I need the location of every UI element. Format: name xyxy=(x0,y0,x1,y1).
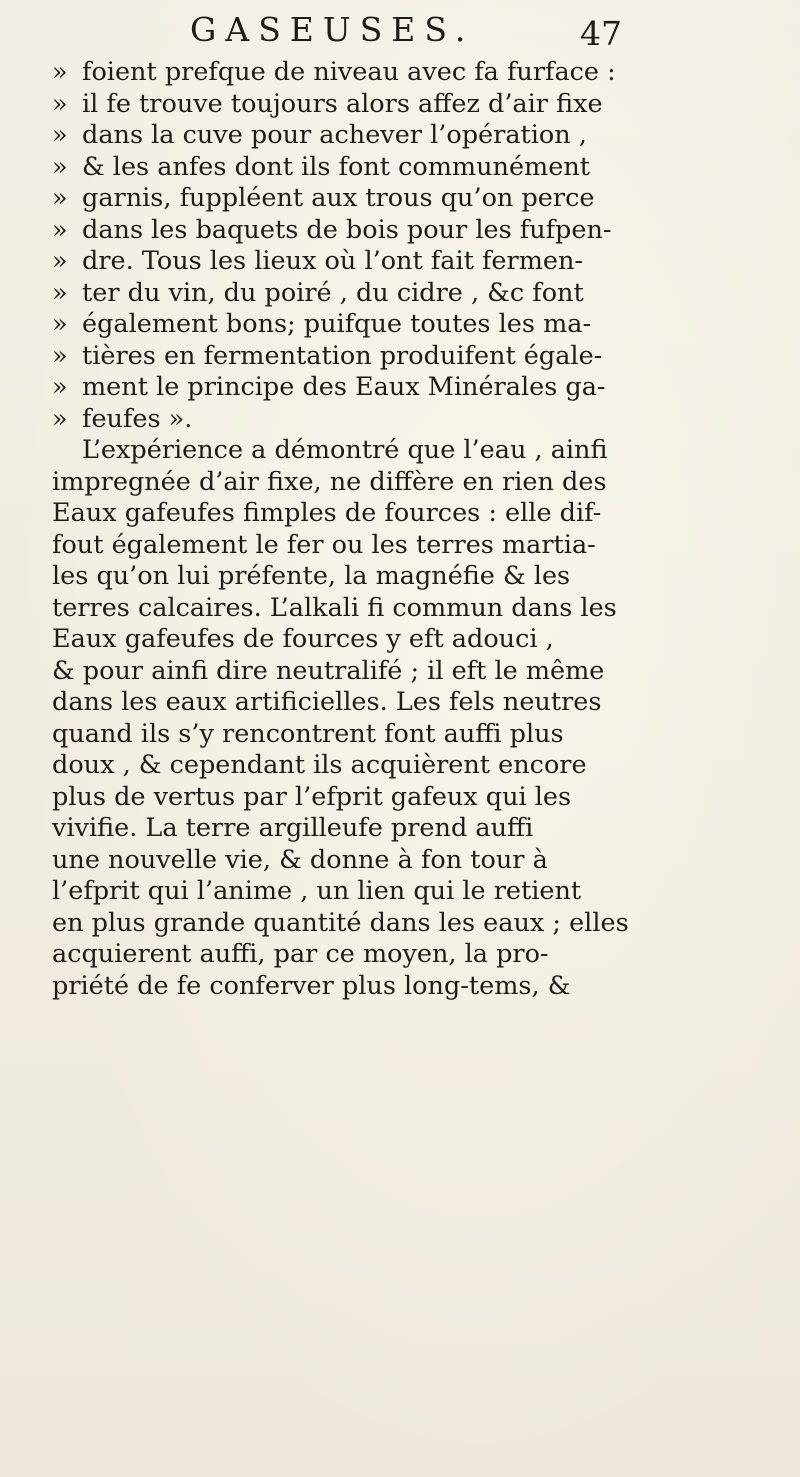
running-head xyxy=(0,10,800,58)
text-line xyxy=(52,278,772,310)
text-line xyxy=(52,530,772,562)
guillemet-mark: » xyxy=(52,183,68,213)
text-line xyxy=(52,656,772,688)
line-text: & pour ainfi dire neutralifé ; il eft le même xyxy=(52,655,605,686)
guillemet-mark: » xyxy=(52,309,68,339)
text-line xyxy=(52,183,772,215)
line-text: tières en fermentation produifent égale- xyxy=(82,340,603,371)
guillemet-mark: » xyxy=(52,88,68,119)
line-text: ment le principe des Eaux Minérales ga- xyxy=(82,372,606,402)
text-line xyxy=(52,719,772,751)
guillemet-mark: » xyxy=(52,120,68,150)
running-title: GASEUSES. xyxy=(190,10,475,49)
text-line xyxy=(52,89,772,121)
guillemet-mark: » xyxy=(52,57,68,87)
line-text: doux , & cependant ils acquièrent encore xyxy=(52,750,587,780)
line-text: dre. Tous les lieux où l’ont fait fermen- xyxy=(82,246,584,276)
line-text: feufes ». xyxy=(82,403,193,434)
line-text: terres calcaires. L’alkali fi commun dans les xyxy=(52,592,617,623)
text-line xyxy=(52,845,772,877)
text-line xyxy=(52,750,772,782)
text-line xyxy=(52,782,772,814)
text-line xyxy=(52,908,772,940)
line-text: les qu’on lui préfente, la magnéfie & les xyxy=(52,561,571,591)
line-text: acquierent auffi, par ce moyen, la pro- xyxy=(52,939,549,969)
line-text: ter du vin, du poiré , du cidre , &c font xyxy=(82,277,584,308)
page-number: 47 xyxy=(580,14,622,53)
line-text: en plus grande quantité dans les eaux ; elles xyxy=(52,907,629,938)
guillemet-mark: » xyxy=(52,372,68,402)
text-line xyxy=(52,687,772,719)
line-text: une nouvelle vie, & donne à fon tour à xyxy=(52,844,548,875)
line-text: L’expérience a démontré que l’eau , ainfi xyxy=(82,435,608,465)
text-line xyxy=(52,593,772,625)
line-text: dans les eaux artificielles. Les fels neutres xyxy=(52,687,602,717)
guillemet-mark: » xyxy=(52,403,68,434)
line-text: & les anfes dont ils font communément xyxy=(82,151,590,182)
text-line xyxy=(52,876,772,908)
line-text: impregnée d’air fixe, ne diffère en rien des xyxy=(52,466,607,497)
line-text: vivifie. La terre argilleufe prend auffi xyxy=(52,813,534,843)
text-line xyxy=(52,215,772,247)
text-line xyxy=(52,971,772,1003)
guillemet-mark: » xyxy=(52,340,68,371)
text-line xyxy=(52,813,772,845)
line-text: plus de vertus par l’efprit gafeux qui les xyxy=(52,781,572,812)
line-text: foient prefque de niveau avec fa furface : xyxy=(82,57,616,87)
text-line xyxy=(52,152,772,184)
text-line xyxy=(52,561,772,593)
text-line xyxy=(52,341,772,373)
line-text: dans les baquets de bois pour les fufpen- xyxy=(82,214,612,245)
line-text: fout également le fer ou les terres martia- xyxy=(52,529,596,560)
text-line xyxy=(52,372,772,404)
line-text: l’efprit qui l’anime , un lien qui le retient xyxy=(52,876,582,906)
text-line xyxy=(52,939,772,971)
line-text: il fe trouve toujours alors affez d’air fixe xyxy=(82,88,603,119)
guillemet-mark: » xyxy=(52,214,68,245)
line-text: garnis, fuppléent aux trous qu’on perce xyxy=(82,183,595,213)
text-line xyxy=(52,57,772,89)
line-text: priété de fe conferver plus long-tems, & xyxy=(52,970,571,1001)
guillemet-mark: » xyxy=(52,246,68,276)
line-text: également bons; puifque toutes les ma- xyxy=(82,309,592,339)
guillemet-mark: » xyxy=(52,151,68,182)
text-line xyxy=(52,624,772,656)
text-line xyxy=(52,246,772,278)
line-text: Eaux gafeufes de fources y eft adouci , xyxy=(52,624,554,654)
guillemet-mark: » xyxy=(52,277,68,308)
text-line xyxy=(52,120,772,152)
line-text: quand ils s’y rencontrent font auffi plus xyxy=(52,718,564,749)
text-line xyxy=(52,498,772,530)
text-line xyxy=(52,467,772,499)
text-line xyxy=(52,404,772,436)
text-line xyxy=(52,309,772,341)
line-text: Eaux gafeufes fimples de fources : elle dif- xyxy=(52,498,602,528)
paragraph-start-line xyxy=(52,435,772,467)
body-text xyxy=(52,57,772,1002)
line-text: dans la cuve pour achever l’opération , xyxy=(82,120,587,150)
